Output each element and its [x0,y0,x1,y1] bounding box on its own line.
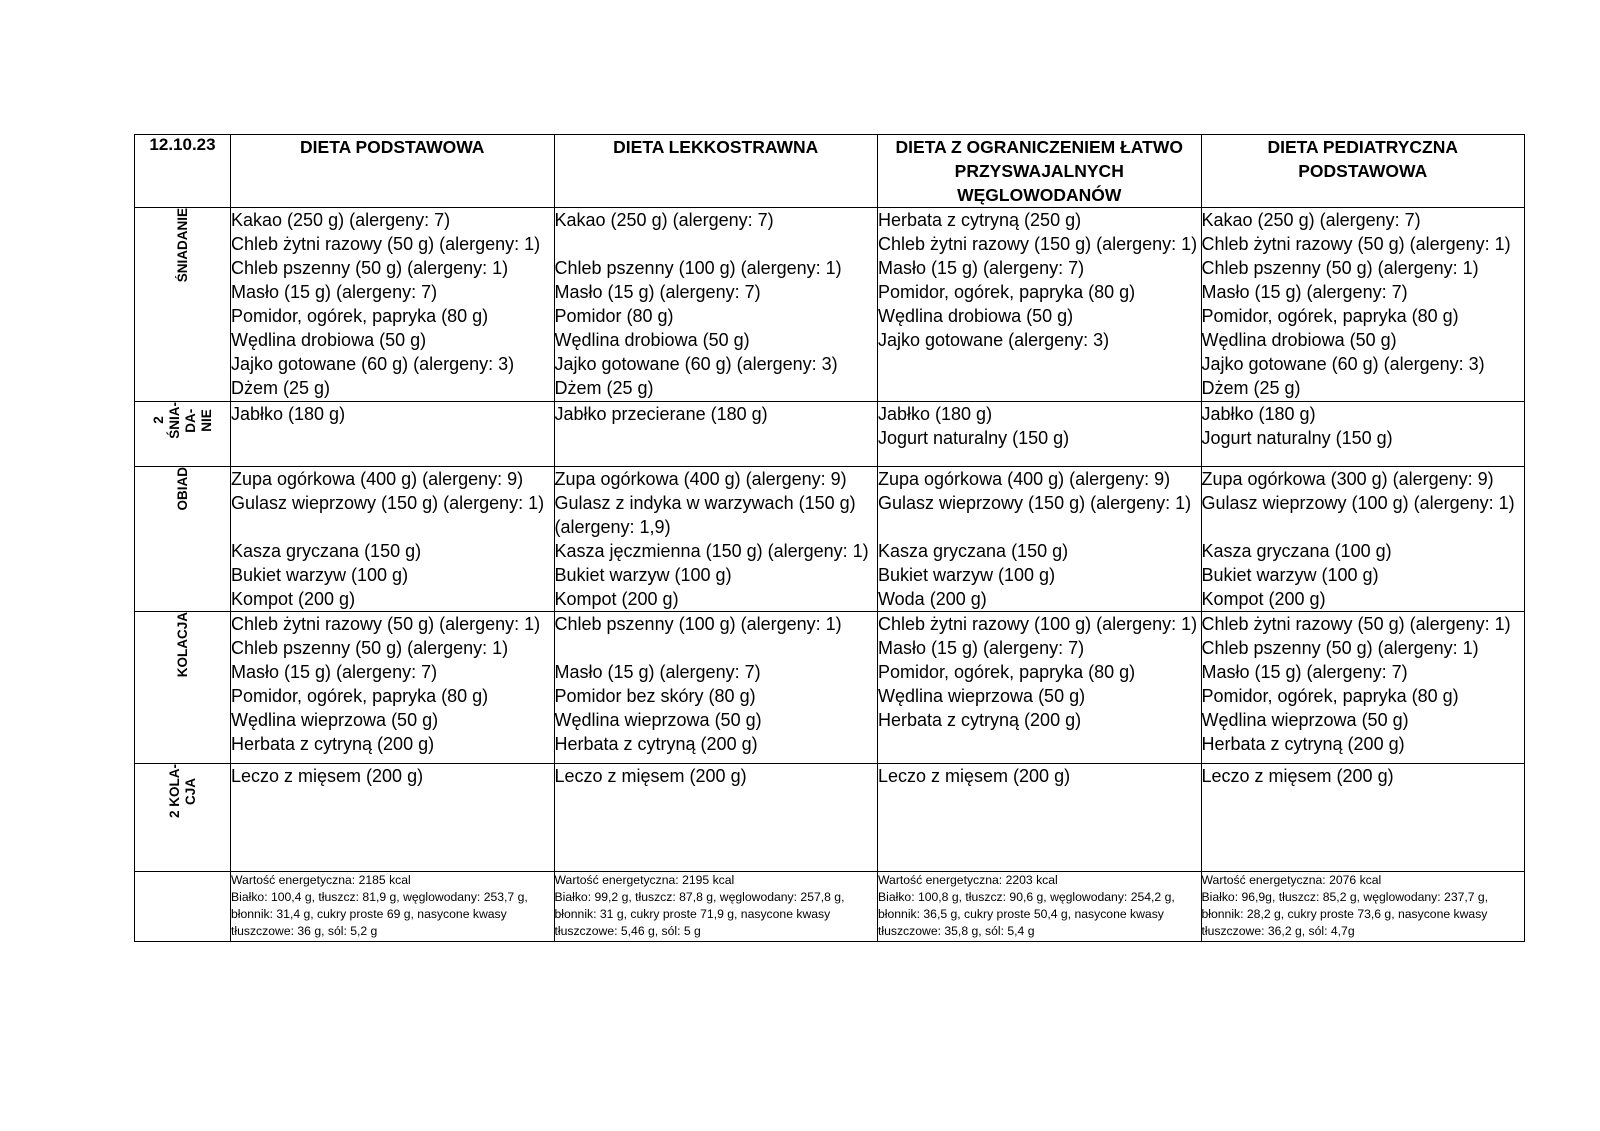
meal-item: Wędlina wieprzowa (50 g) [554,710,762,730]
meal-item: Masło (15 g) (alergeny: 7) [878,258,1085,278]
meal-item: Zupa ogórkowa (400 g) (alergeny: 9) [878,469,1171,489]
meal-label: OBIAD [174,467,190,511]
energy-value: Wartość energetyczna: 2195 kcal [554,873,735,887]
nutrition-details: Białko: 100,4 g, tłuszcz: 81,9 g, węglowodany: 253,7 g, błonnik: 31,4 g, cukry proste 69 g, nasycone kwasy tłuszczowe: 36 g, sól: 5,2 g [231,890,528,938]
meal-label: ŚNIADANIE [174,208,190,283]
meal-item: Jabłko przecierane (180 g) [554,404,768,424]
meal-cell [878,764,1202,872]
meal-item: Kakao (250 g) (alergeny: 7) [1201,210,1421,230]
meal-row-obiad [135,467,1525,612]
meal-item: Herbata z cytryną (200 g) [878,710,1082,730]
meal-item: Kompot (200 g) [231,589,356,609]
meal-cell [231,764,555,872]
meal-item: Herbata z cytryną (200 g) [554,734,758,754]
meal-item: Gulasz wieprzowy (100 g) (alergeny: 1) [1201,493,1515,513]
meal-item: Masło (15 g) (alergeny: 7) [1201,282,1408,302]
meal-cell [231,208,555,402]
meal-item: Chleb żytni razowy (150 g) (alergeny: 1) [878,234,1198,254]
meal-item: Kasza gryczana (100 g) [1201,541,1392,561]
meal-item: Jajko gotowane (60 g) (alergeny: 3) [554,354,838,374]
meal-row-2-sniadanie [135,402,1525,467]
diet-header-podstawowa: DIETA PODSTAWOWA [231,135,555,208]
meal-cell [554,208,878,402]
meal-item: Kasza gryczana (150 g) [231,541,422,561]
meal-item: Zupa ogórkowa (400 g) (alergeny: 9) [231,469,524,489]
meal-cell [878,612,1202,764]
meal-item: Dżem (25 g) [554,378,654,398]
diet-header-lekkostrawna: DIETA LEKKOSTRAWNA [554,135,878,208]
nutrition-cell [1201,872,1525,942]
meal-item: Masło (15 g) (alergeny: 7) [878,638,1085,658]
meal-item: Pomidor, ogórek, papryka (80 g) [1201,686,1459,706]
meal-item: Chleb żytni razowy (50 g) (alergeny: 1) [1201,614,1511,634]
meal-item: Leczo z mięsem (200 g) [878,766,1071,786]
nutrition-cell [554,872,878,942]
meal-cell [231,467,555,612]
meal-cell [1201,467,1525,612]
meal-item: Jajko gotowane (60 g) (alergeny: 3) [1201,354,1485,374]
meal-item: Leczo z mięsem (200 g) [1201,766,1394,786]
meal-item: Dżem (25 g) [231,378,331,398]
meal-item [231,515,554,539]
meal-cell [1201,402,1525,467]
meal-row-sniadanie [135,208,1525,402]
meal-item: Herbata z cytryną (250 g) [878,210,1082,230]
meal-label-cell [135,208,231,402]
meal-item: Wędlina drobiowa (50 g) [1201,330,1397,350]
nutrition-details: Białko: 100,8 g, tłuszcz: 90,6 g, węglowodany: 254,2 g, błonnik: 36,5 g, cukry proste 50,4 g, nasycone kwasy tłuszczowe: 35,8 g, sól: 5,4 g [878,890,1175,938]
meal-item: Wędlina drobiowa (50 g) [878,306,1074,326]
meal-item: Kompot (200 g) [1201,589,1326,609]
energy-value: Wartość energetyczna: 2076 kcal [1201,873,1382,887]
meal-cell [1201,208,1525,402]
meal-cell [231,402,555,467]
meal-item: Masło (15 g) (alergeny: 7) [231,282,438,302]
meal-item: Masło (15 g) (alergeny: 7) [554,662,761,682]
meal-item: Bukiet warzyw (100 g) [1201,565,1379,585]
meal-item: Pomidor (80 g) [554,306,674,326]
nutrition-details: Białko: 96,9g, tłuszcz: 85,2 g, węglowodany: 237,7 g, błonnik: 28,2 g, cukry proste 73,6 g, nasycone kwasy tłuszczowe: 36,2 g, sól: 4,7g [1201,890,1489,938]
meal-item: Jajko gotowane (60 g) (alergeny: 3) [231,354,515,374]
meal-item: Pomidor bez skóry (80 g) [554,686,756,706]
meal-label: 2 KOLA- CJA [166,764,198,818]
nutrition-label-cell [135,872,231,942]
meal-item: Chleb pszenny (100 g) (alergeny: 1) [554,258,842,278]
meal-cell [554,467,878,612]
meal-item [878,515,1201,539]
nutrition-details: Białko: 99,2 g, tłuszcz: 87,8 g, węglowodany: 257,8 g, błonnik: 31 g, cukry proste 71,9 g, nasycone kwasy tłuszczowe: 5,46 g, sól: 5 g [554,890,845,938]
meal-item: Chleb żytni razowy (50 g) (alergeny: 1) [231,234,541,254]
meal-label-cell [135,467,231,612]
meal-label-cell [135,764,231,872]
meal-row-2-kolacja [135,764,1525,872]
meal-item: Zupa ogórkowa (400 g) (alergeny: 9) [554,469,847,489]
meal-cell [554,764,878,872]
meal-item: Pomidor, ogórek, papryka (80 g) [1201,306,1459,326]
meal-item: Jabłko (180 g) [231,404,346,424]
meal-item: Bukiet warzyw (100 g) [231,565,409,585]
energy-value: Wartość energetyczna: 2203 kcal [878,873,1058,887]
meal-item: Wędlina wieprzowa (50 g) [878,686,1086,706]
meal-label-cell [135,612,231,764]
meal-label: 2 ŚNIA- DA- NIE [150,402,214,439]
meal-label: KOLACJA [174,612,190,678]
meal-cell [231,612,555,764]
meal-item [1202,515,1525,539]
meal-cell [878,402,1202,467]
diet-menu-table [134,134,1525,942]
meal-item: Jogurt naturalny (150 g) [878,428,1070,448]
meal-item: Masło (15 g) (alergeny: 7) [1201,662,1408,682]
meal-item: Zupa ogórkowa (300 g) (alergeny: 9) [1201,469,1494,489]
meal-item: Chleb żytni razowy (50 g) (alergeny: 1) [1201,234,1511,254]
meal-row-kolacja [135,612,1525,764]
meal-label-cell [135,402,231,467]
meal-item: Leczo z mięsem (200 g) [231,766,424,786]
meal-item: Kasza gryczana (150 g) [878,541,1069,561]
meal-item: Chleb żytni razowy (50 g) (alergeny: 1) [231,614,541,634]
meal-cell [1201,612,1525,764]
meal-item: Bukiet warzyw (100 g) [554,565,732,585]
meal-item: Jogurt naturalny (150 g) [1201,428,1393,448]
meal-item: Pomidor, ogórek, papryka (80 g) [878,282,1136,302]
meal-item: Kakao (250 g) (alergeny: 7) [231,210,451,230]
meal-item: Herbata z cytryną (200 g) [1201,734,1405,754]
meal-item: Kakao (250 g) (alergeny: 7) [554,210,774,230]
meal-item: Chleb pszenny (50 g) (alergeny: 1) [231,638,509,658]
meal-item: Gulasz wieprzowy (150 g) (alergeny: 1) [231,493,545,513]
meal-cell [554,612,878,764]
meal-item: Leczo z mięsem (200 g) [554,766,747,786]
meal-item: Pomidor, ogórek, papryka (80 g) [231,686,489,706]
meal-cell [554,402,878,467]
meal-item: Jajko gotowane (alergeny: 3) [878,330,1110,350]
nutrition-cell [878,872,1202,942]
meal-item: Wędlina drobiowa (50 g) [231,330,427,350]
meal-item: Gulasz z indyka w warzywach (150 g) (alergeny: 1,9) [554,493,856,537]
meal-cell [878,208,1202,402]
meal-item [555,636,878,660]
meal-cell [1201,764,1525,872]
meal-item: Kasza jęczmienna (150 g) (alergeny: 1) [554,541,869,561]
meal-item: Wędlina wieprzowa (50 g) [1201,710,1409,730]
meal-item: Kompot (200 g) [554,589,679,609]
meal-item: Jabłko (180 g) [1201,404,1316,424]
meal-item: Wędlina drobiowa (50 g) [554,330,750,350]
energy-value: Wartość energetyczna: 2185 kcal [231,873,411,887]
meal-cell [878,467,1202,612]
header-row [135,135,1525,208]
meal-item: Herbata z cytryną (200 g) [231,734,435,754]
meal-item: Dżem (25 g) [1201,378,1301,398]
meal-item [555,232,878,256]
meal-item: Bukiet warzyw (100 g) [878,565,1056,585]
meal-item: Chleb pszenny (50 g) (alergeny: 1) [1201,258,1479,278]
meal-item: Chleb pszenny (100 g) (alergeny: 1) [554,614,842,634]
meal-item: Chleb pszenny (50 g) (alergeny: 1) [231,258,509,278]
meal-item: Jabłko (180 g) [878,404,993,424]
meal-item: Chleb pszenny (50 g) (alergeny: 1) [1201,638,1479,658]
meal-item: Pomidor, ogórek, papryka (80 g) [231,306,489,326]
nutrition-row [135,872,1525,942]
meal-item: Chleb żytni razowy (100 g) (alergeny: 1) [878,614,1198,634]
meal-item: Wędlina wieprzowa (50 g) [231,710,439,730]
meal-item: Masło (15 g) (alergeny: 7) [231,662,438,682]
meal-item: Masło (15 g) (alergeny: 7) [554,282,761,302]
meal-item: Gulasz wieprzowy (150 g) (alergeny: 1) [878,493,1192,513]
menu-date: 12.10.23 [135,135,231,208]
diet-header-pediatryczna: DIETA PEDIATRYCZNA PODSTAWOWA [1201,135,1525,208]
diet-header-ograniczenie-weglowodanow: DIETA Z OGRANICZENIEM ŁATWO PRZYSWAJALNYCH WĘGLOWODANÓW [878,135,1202,208]
meal-item: Woda (200 g) [878,589,987,609]
nutrition-cell [231,872,555,942]
meal-item: Pomidor, ogórek, papryka (80 g) [878,662,1136,682]
